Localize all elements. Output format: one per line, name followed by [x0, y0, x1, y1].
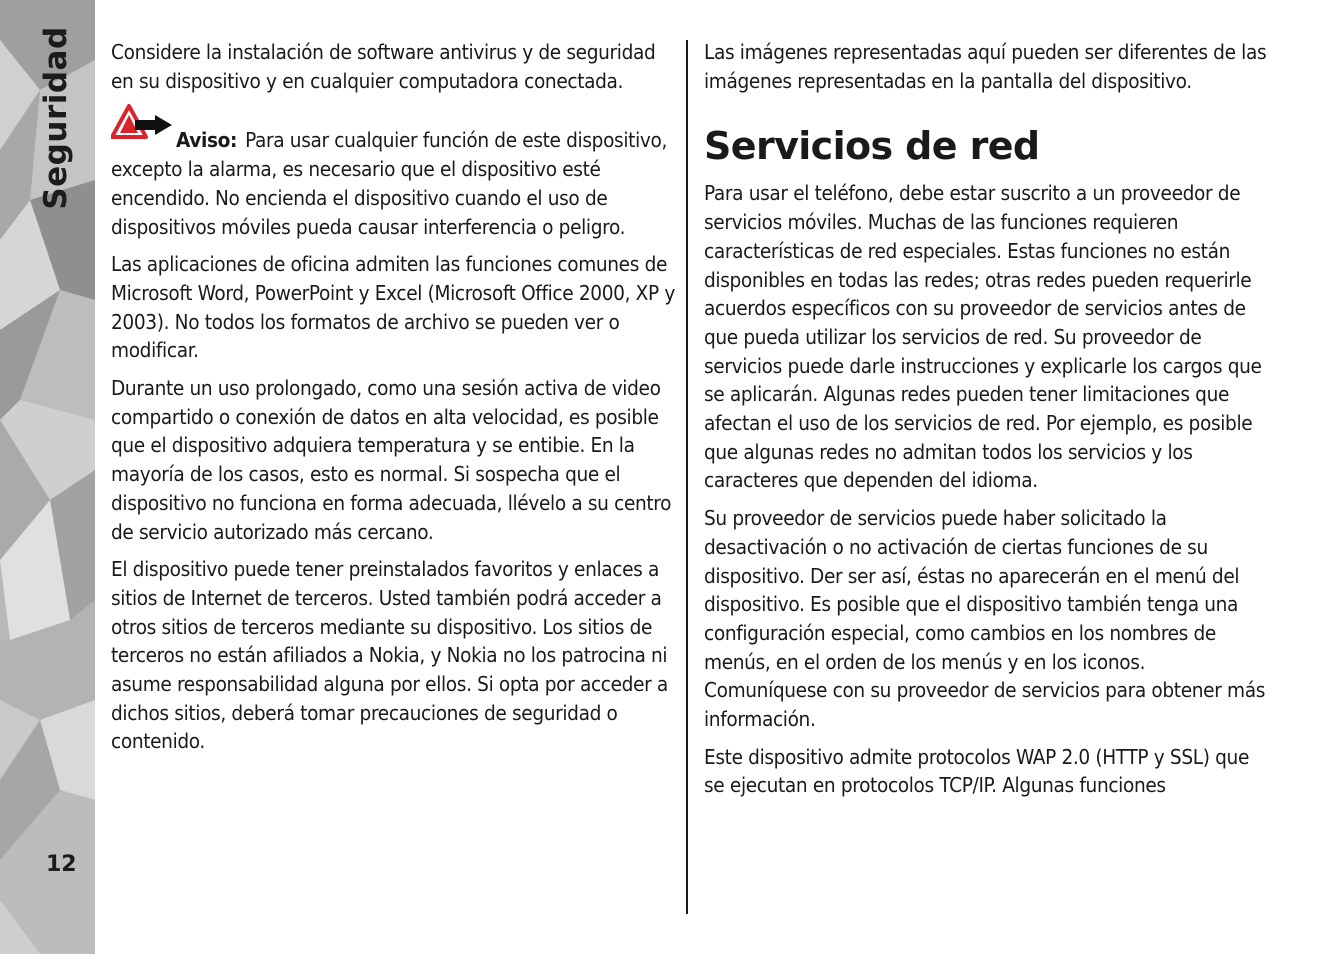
warning-text: Para usar cualquier función de este dispositivo, excepto la alarma, es necesario que el dispositivo esté encendido. No encienda el dispositivo cuando el uso de dispositivos móviles pueda causar interferencia o peligro.	[111, 128, 667, 239]
column-divider	[686, 40, 688, 914]
warning-triangle-hand-icon	[111, 104, 175, 142]
third-party-sites-paragraph: El dispositivo puede tener preinstalados favoritos y enlaces a sitios de Internet de terceros. Usted también podrá acceder a otros sitios de terceros mediante su dispositivo. Los sitios de terceros no están afiliados a Nokia, y Nokia no los patrocina ni asume responsabilidad alguna por ellos. Si opta por acceder a dichos sitios, deberá tomar precauciones de seguridad o contenido.	[111, 557, 668, 754]
right-column	[704, 38, 1270, 809]
section-heading: Servicios de red	[704, 124, 1040, 169]
temperature-paragraph: Durante un uso prolongado, como una sesión activa de video compartido o conexión de datos en alta velocidad, es posible que el dispositivo adquiera temperatura y se entibie. En la mayoría de los casos, esto es normal. Si sospecha que el dispositivo no funciona en forma adecuada, llévelo a su centro de servicio autorizado más cercano.	[111, 376, 672, 544]
antivirus-paragraph: Considere la instalación de software antivirus y de seguridad en su dispositivo y en cualquier computadora conectada.	[111, 40, 656, 93]
warning-label: Aviso:	[176, 128, 238, 153]
provider-features-paragraph: Su proveedor de servicios puede haber solicitado la desactivación o no activación de ciertas funciones de su dispositivo. Der ser así, éstas no aparecerán en el menú del dispositivo. Es posible que el dispositivo también tenga una configuración especial, como cambios en los nombres de menús, en el orden de los menús y en los iconos. Comuníquese con su proveedor de servicios para obtener más información.	[704, 506, 1266, 732]
office-apps-paragraph: Las aplicaciones de oficina admiten las funciones comunes de Microsoft Word, PowerPoint y Excel (Microsoft Office 2000, XP y 2003). No todos los formatos de archivo se pueden ver o modificar.	[111, 252, 675, 363]
network-services-paragraph: Para usar el teléfono, debe estar suscrito a un proveedor de servicios móviles. Muchas de las funciones requieren características de red especiales. Estas funciones no están disponibles en todas las redes; otras redes pueden requerirle acuerdos específicos con su proveedor de servicios antes de que pueda utilizar los servicios de red. Su proveedor de servicios puede darle instrucciones y explicarle los cargos que se aplicarán. Algunas redes pueden tener limitaciones que afectan el uso de los servicios de red. Por ejemplo, es posible que algunas redes no admitan todos los servicios y los caracteres que dependen del idioma.	[704, 181, 1262, 493]
sidebar-decoration	[0, 0, 95, 954]
warning-paragraph	[111, 104, 677, 241]
left-column	[111, 38, 677, 765]
images-disclaimer-paragraph: Las imágenes representadas aquí pueden ser diferentes de las imágenes representadas en la pantalla del dispositivo.	[704, 40, 1267, 93]
page-number: 12	[46, 852, 77, 877]
section-tab-label: Seguridad	[38, 26, 74, 210]
wap-protocols-paragraph: Este dispositivo admite protocolos WAP 2.0 (HTTP y SSL) que se ejecutan en protocolos TCP/IP. Algunas funciones	[704, 744, 1250, 798]
